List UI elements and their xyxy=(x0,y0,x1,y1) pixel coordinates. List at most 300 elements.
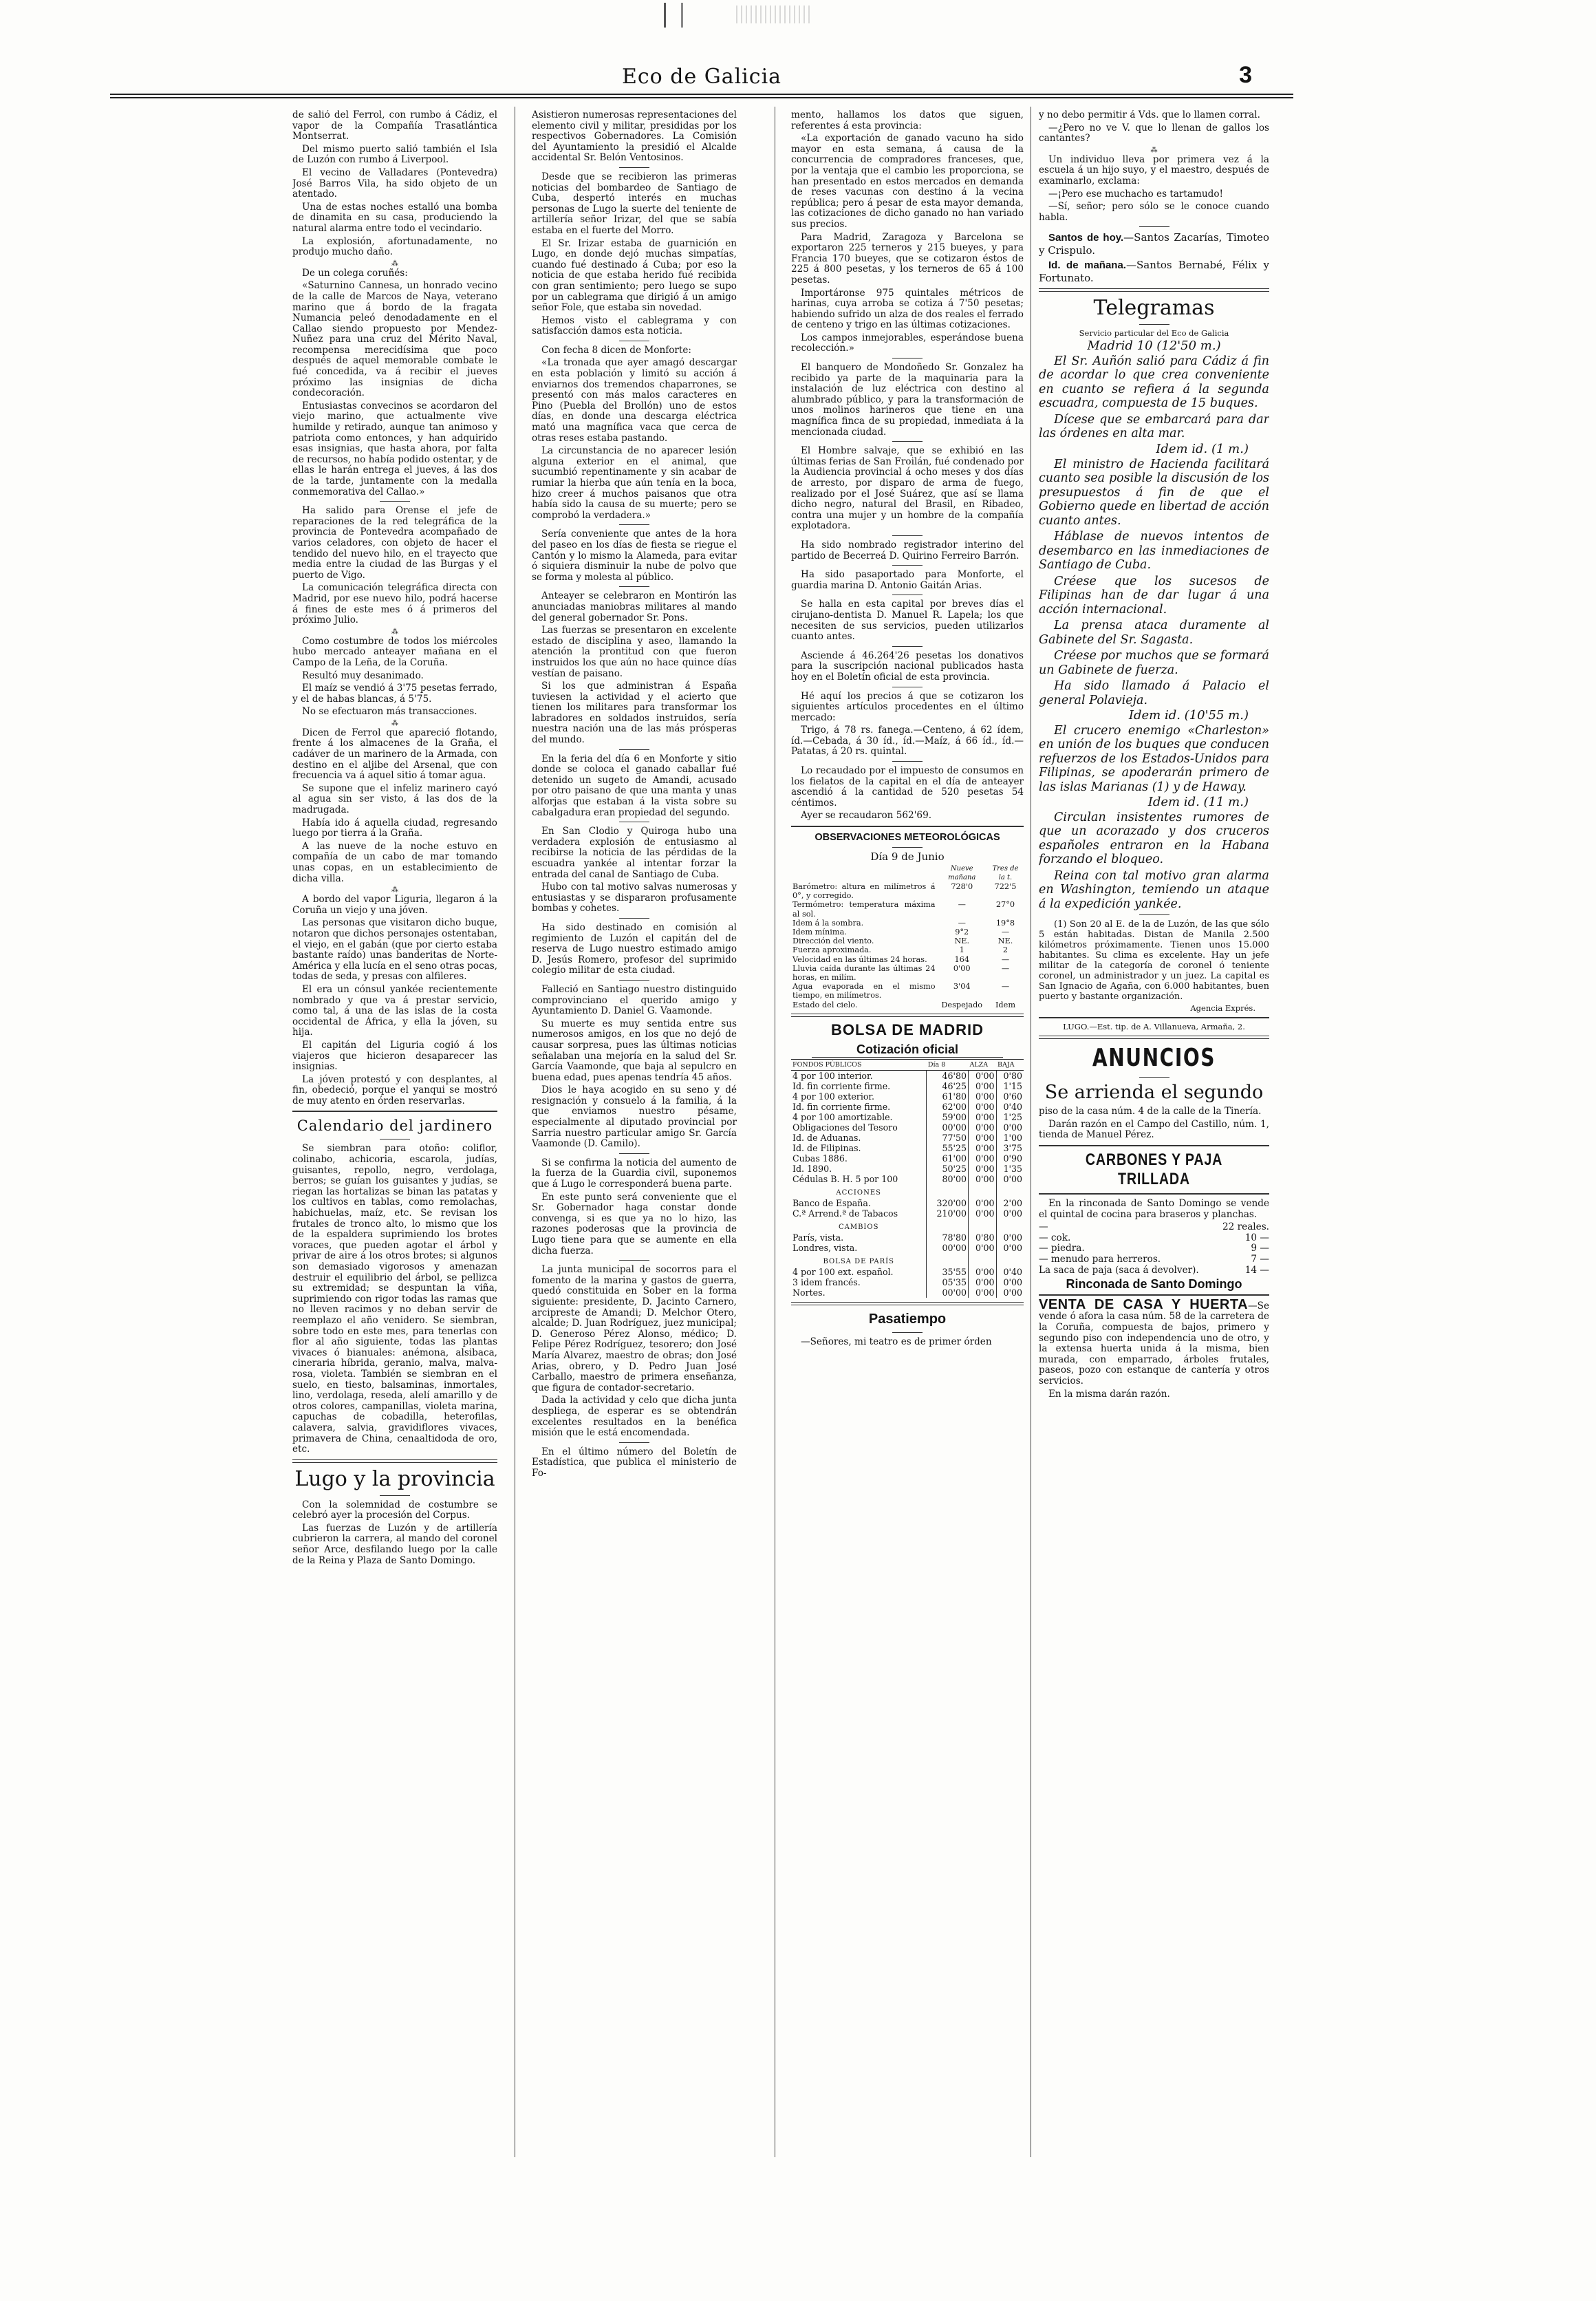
bolsa-baja: 0'60 xyxy=(996,1091,1024,1102)
bolsa-value: 55'25 xyxy=(927,1143,969,1153)
paragraph: No se efectuaron más transacciones. xyxy=(302,706,477,718)
paragraph: Las fuerzas se presentaron en excelente estado de disciplina y aseo, llamando la atención la prontitud con que fueron instruidos los que aún no hace quince días vestían de paisano. xyxy=(532,625,737,679)
bolsa-value: 77'50 xyxy=(927,1133,969,1143)
bolsa-alza: 0'00 xyxy=(968,1070,996,1081)
paragraph: de salió del Ferrol, con rumbo á Cádiz, el vapor de la Compañía Trasatlántica Montserrat. xyxy=(292,110,497,142)
paragraph: En San Clodio y Quiroga hubo una verdadera explosión de entusiasmo al recibirse la noticia de las pérdidas de la escuadra yankée al intentar forzar la entrada del canal de Santiago de Cuba. xyxy=(532,826,737,880)
bolsa-value: 59'00 xyxy=(927,1112,969,1122)
bolsa-row xyxy=(791,1198,1024,1208)
section-rule xyxy=(791,1302,1024,1305)
bolsa-group-row xyxy=(791,1253,1024,1267)
paragraph: Trigo, á 78 rs. fanega.—Centeno, á 62 ídem, íd.—Cebada, á 30 íd., íd.—Maíz, á 66 íd., íd.—Patatas, á 20 rs. quintal. xyxy=(791,725,1024,758)
price-value: 9 — xyxy=(1251,1243,1269,1254)
ad-text: Darán razón en el Campo del Castillo, núm. 1, tienda de Manuel Pérez. xyxy=(1039,1118,1269,1141)
price-label: La saca de paja (saca á devolver). xyxy=(1039,1264,1199,1276)
paragraph: Los campos inmejorables, esperándose buena recolección.» xyxy=(791,332,1024,354)
paragraph: —¿Pero no ve V. que lo llenan de gallos los cantantes? xyxy=(1039,122,1269,145)
bolsa-row xyxy=(791,1277,1024,1287)
bolsa-label: Nortes. xyxy=(792,1287,826,1298)
section-rule xyxy=(1039,1145,1269,1146)
paragraph: Con la solemnidad de costumbre se celebró ayer la procesión del Corpus. xyxy=(292,1499,497,1521)
paragraph: En el último número del Boletín de Estadística, que publica el ministerio de Fo- xyxy=(532,1446,737,1479)
weather-row xyxy=(791,945,1024,954)
bolsa-value: 00'00 xyxy=(927,1243,969,1253)
bolsa-label: Id. de Aduanas. xyxy=(792,1132,861,1143)
column-4 xyxy=(1039,110,1269,2174)
telegrams-block xyxy=(1039,341,1269,1013)
weather-value: — xyxy=(1001,928,1010,937)
price-item xyxy=(1039,1243,1269,1254)
paragraph: —Sí, señor; pero sólo se le conoce cuando habla. xyxy=(1039,201,1269,223)
weather-value: 722'5 xyxy=(994,882,1017,892)
telegrams-subheading: Servicio particular del Eco de Galicia xyxy=(1079,328,1229,339)
paragraph: Falleció en Santiago nuestro distinguido comprovinciano el querido amigo y Ayuntamiento D. Daniel G. Vaamonde. xyxy=(532,983,737,1017)
weather-row xyxy=(791,882,1024,900)
bolsa-group-label: BOLSA DE PARÍS xyxy=(823,1257,894,1265)
bolsa-label: Cubas 1886. xyxy=(792,1153,848,1164)
bolsa-value: 35'55 xyxy=(927,1267,969,1277)
weather-row xyxy=(791,928,1024,937)
ad-text: —Se vende ó afora la casa núm. 58 de la carretera de la Coruña, compuesta de bajos, primero y segundo piso con independencia uno de otro, y la extensa huerta unida á la misma, bien murada, con emparrado, árboles frutales, paseos, pozo con estanque de cantería y otros servicios. xyxy=(1039,1300,1269,1387)
weather-value: — xyxy=(958,900,966,910)
telegrams-heading: Telegramas xyxy=(1093,296,1215,321)
weather-heading: OBSERVACIONES METEOROLÓGICAS xyxy=(815,832,1000,844)
paragraph: El Sr. Irizar estaba de guarnición en Lugo, en donde dejó muchas simpatías, cuando fué destinado á Cuba; por eso la noticia de que estaba herido fué recibida con gran sentimiento; pero luego se supo por un cablegrama que dirigió á un amigo señor Fole, que estaba sin novedad. xyxy=(532,237,737,314)
paragraph: El vecino de Valladares (Pontevedra) José Barros Vila, ha sido objeto de un atentado. xyxy=(292,167,497,200)
newspaper-title: Eco de Galicia xyxy=(621,65,782,89)
price-label: — menudo para herreros. xyxy=(1039,1253,1161,1265)
weather-value: Despejado xyxy=(941,1000,983,1009)
bolsa-row xyxy=(791,1243,1024,1253)
bolsa-baja: 0'00 xyxy=(996,1122,1024,1133)
scan-noise xyxy=(736,6,812,23)
bolsa-col-header: ALZA xyxy=(968,1059,996,1070)
separator-rule xyxy=(619,586,649,587)
price-value: 14 — xyxy=(1244,1264,1269,1276)
saints-tomorrow xyxy=(1039,259,1269,284)
paragraph: Hemos visto el cablegrama y con satisfacción damos esta noticia. xyxy=(532,314,737,337)
weather-label: Idem mínima. xyxy=(792,928,847,937)
weather-row xyxy=(791,955,1024,964)
price-list xyxy=(1039,1222,1269,1276)
bolsa-alza: 0'00 xyxy=(968,1091,996,1102)
bolsa-alza: 0'00 xyxy=(968,1122,996,1133)
paragraph: El capitán del Liguria cogió á los viajeros que hicieron desaparecer las insignias. xyxy=(292,1039,497,1073)
separator-stars: ⁂ xyxy=(391,259,398,268)
bolsa-alza: 0'80 xyxy=(968,1232,996,1243)
paragraph: Sería conveniente que antes de la hora del paseo en los días de fiesta se riegue el Cantón y lo mismo la Alameda, para evitar ó siquiera disminuir la nube de polvo que se forma y molesta al público. xyxy=(532,528,737,583)
weather-label: Estado del cielo. xyxy=(792,1000,858,1009)
bolsa-row xyxy=(791,1267,1024,1277)
section-rule xyxy=(292,1459,497,1463)
telegram-paragraph: Circulan insistentes rumores de que un acorazado y dos cruceros españoles entraron en la Habana forzando el bloqueo. xyxy=(1039,810,1269,867)
telegram-paragraph: Dícese que se embarcará para dar las órdenes en alta mar. xyxy=(1039,412,1269,441)
separator-rule xyxy=(892,535,923,536)
bolsa-value: 00'00 xyxy=(927,1287,969,1298)
paragraph: «La tronada que ayer amagó descargar en esta población y limitó su acción á enviarnos dos tremendos chaparrones, se presentó con más malos caracteres en Pino (Puebla del Brollón) uno de estos días, en donde una descarga eléctrica mató una magnífica vaca que cerca de otras reses estaba pastando. xyxy=(532,357,737,444)
bolsa-group-row xyxy=(791,1184,1024,1198)
paragraph: Ha sido pasaportado para Monforte, el guardia marina D. Antonio Gaitán Arias. xyxy=(791,569,1024,591)
bolsa-baja: 0'80 xyxy=(996,1070,1024,1081)
separator-stars: ⁂ xyxy=(1150,146,1158,154)
paragraph: Las personas que visitaron dicho buque, notaron que dichos personajes ostentaban, el viejo, en el gabán (que por cierto estaba bastante raído) unas banderitas de Norte-América y ella lucía en el seno otras pocas, todas de seda, y presas con alfileres. xyxy=(292,917,497,983)
bolsa-label: Obligaciones del Tesoro xyxy=(792,1122,898,1133)
paragraph: Ayer se recaudaron 562'69. xyxy=(801,810,932,822)
ad-heading: Se arrienda el segundo xyxy=(1044,1082,1264,1104)
bolsa-table xyxy=(791,1059,1024,1298)
bolsa-value: 46'80 xyxy=(927,1070,969,1081)
paragraph: Dada la actividad y celo que dicha junta despliega, de esperar es se obtendrán excelentes resultados en la benéfica misión que le está encomendada. xyxy=(532,1395,737,1439)
weather-value: 19°8 xyxy=(995,918,1015,928)
telegram-dateline: Idem id. (11 m.) xyxy=(1147,795,1249,810)
paragraph: La jóven protestó y con desplantes, al fin, obedeció, porque el yanqui se mostró de muy atento en órden reservarlas. xyxy=(292,1073,497,1106)
section-rule xyxy=(1039,1294,1269,1296)
paragraph: Ha sido nombrado registrador interino del partido de Becerreá D. Quirino Ferreiro Barrón. xyxy=(791,539,1024,561)
price-value: 22 reales. xyxy=(1222,1221,1269,1233)
weather-row xyxy=(791,919,1024,928)
weather-col-header: Nueve mañana xyxy=(948,864,976,881)
bolsa-label: 3 idem francés. xyxy=(792,1276,861,1287)
paragraph: Anteayer se celebraron en Montirón las anunciadas maniobras militares al mando del general gobernador Sr. Pons. xyxy=(532,590,737,623)
price-value: 7 — xyxy=(1251,1253,1269,1265)
weather-value: Idem xyxy=(995,1000,1016,1009)
separator-rule xyxy=(892,646,923,647)
weather-value: 3'04 xyxy=(953,982,971,992)
price-item xyxy=(1039,1222,1269,1233)
paragraph: Se halla en esta capital por breves días el cirujano-dentista D. Manuel R. Lapela; los que necesiten de sus servicios, pueden utilizarlos cuanto antes. xyxy=(791,599,1024,643)
bolsa-label: Id. de Filipinas. xyxy=(792,1142,861,1153)
paragraph: Se supone que el infeliz marinero cayó al agua sin ser visto, á las dos de la madrugada. xyxy=(292,782,497,816)
bolsa-value: 62'00 xyxy=(927,1102,969,1112)
telegram-paragraph: Créese que los sucesos de Filipinas han de dar lugar á una acción internacional. xyxy=(1039,574,1269,617)
telegram-paragraph: Háblase de nuevos intentos de desembarco en las inmediaciones de Santiago de Cuba. xyxy=(1039,530,1269,572)
paragraph: Un individuo lleva por primera vez á la escuela á un hijo suyo, y el maestro, después de examinarlo, exclama: xyxy=(1039,153,1269,186)
bolsa-row xyxy=(791,1091,1024,1102)
bolsa-baja: 0'00 xyxy=(996,1277,1024,1287)
bolsa-value: 80'00 xyxy=(927,1174,969,1184)
bolsa-baja: 0'00 xyxy=(996,1232,1024,1243)
weather-date: Día 9 de Junio xyxy=(870,850,945,864)
separator-rule xyxy=(892,565,923,566)
price-item xyxy=(1039,1233,1269,1244)
bolsa-label: 4 por 100 interior. xyxy=(792,1070,873,1081)
bolsa-row xyxy=(791,1143,1024,1153)
scan-binding-mark xyxy=(664,3,683,28)
paragraph: Su muerte es muy sentida entre sus numerosos amigos, en los que no dejó de causar sorpresa, pues las últimas noticias señalaban una mejoría en la salud del Sr. García Vaamonde, que baja al sepulcro en buena edad, pues apenas tendría 45 años. xyxy=(532,1018,737,1083)
bolsa-label: Id. fin corriente firme. xyxy=(792,1080,891,1091)
bolsa-row xyxy=(791,1122,1024,1133)
bolsa-baja: 0'40 xyxy=(996,1102,1024,1112)
bolsa-alza: 0'00 xyxy=(968,1267,996,1277)
paragraph: Importáronse 975 quintales métricos de harinas, cuya arroba se cotiza á 7'50 pesetas; habiendo sufrido un alza de dos reales el ferrado de centeno y trigo en las últimas cotizaciones. xyxy=(791,287,1024,331)
ad-heading: CARBONES Y PAJA TRILLADA xyxy=(1085,1150,1223,1188)
paragraph: La circunstancia de no aparecer lesión alguna exterior en el animal, que sucumbió repentinamente y sin acabar de rumiar la hierba que aún tenía en la boca, hizo creer á muchos paisanos que otra había sido la causa de su muerte; pero se comprobó la verdadera.» xyxy=(532,445,737,521)
price-label: — xyxy=(1039,1221,1048,1233)
paragraph: Como costumbre de todos los miércoles hubo mercado anteayer mañana en el Campo de la Leña, de la Coruña. xyxy=(292,635,497,668)
bolsa-baja: 1'15 xyxy=(996,1081,1024,1091)
bolsa-row xyxy=(791,1133,1024,1143)
separator-rule xyxy=(1139,324,1169,325)
paragraph: El maíz se vendió á 3'75 pesetas ferrado, y el de habas blancas, á 5'75. xyxy=(292,683,497,705)
ad-heading: VENTA DE CASA Y HUERTA xyxy=(1039,1296,1249,1312)
paragraph: Dios le haya acogido en su seno y dé resignación y consuelo á la familia, á la que enviamos nuestro pésame, especialmente al diputado provincial por Sarria nuestro particular amigo Sr. García Vaamonde (D. Camilo). xyxy=(532,1084,737,1150)
bolsa-row xyxy=(791,1287,1024,1298)
bolsa-alza: 0'00 xyxy=(968,1174,996,1184)
bolsa-row xyxy=(791,1102,1024,1112)
paragraph: El era un cónsul yankée recientemente nombrado y que va á prestar servicio, como tal, á una de las islas de la costa occidental de África, y ella la jóven, su hija. xyxy=(292,983,497,1038)
bolsa-alza: 0'00 xyxy=(968,1143,996,1153)
weather-value: — xyxy=(1001,954,1010,964)
weather-value: NE. xyxy=(954,937,970,946)
telegram-dateline: Idem id. (10'55 m.) xyxy=(1128,708,1249,723)
bolsa-baja: 0'00 xyxy=(996,1174,1024,1184)
weather-row xyxy=(791,900,1024,918)
weather-value: 9°2 xyxy=(955,928,969,937)
bolsa-alza: 0'00 xyxy=(968,1198,996,1208)
paragraph: Para Madrid, Zaragoza y Barcelona se exportaron 225 terneros y 215 bueyes, y para Francia 170 bueyes, que se cotizaron éstos de 225 á 800 pesetas, y los terneros de 65 á 100 pesetas. xyxy=(791,231,1024,286)
paragraph: Había ido á aquella ciudad, regresando luego por tierra á la Graña. xyxy=(292,817,497,839)
paragraph: Asciende á 46.264'26 pesetas los donativos para la suscripción nacional publicados hasta hoy en el Boletín oficial de esta provincia. xyxy=(791,650,1024,683)
bolsa-value: 210'00 xyxy=(927,1208,969,1219)
paragraph: Ha salido para Orense el jefe de reparaciones de la red telegráfica de la provincia de Pontevedra acompañado de varios celadores, con objeto de hacer el tendido del nuevo hilo, en el trayecto que media entre la ciudad de las Burgas y el puerto de Vigo. xyxy=(292,505,497,581)
paragraph: Dicen de Ferrol que apareció flotando, frente á los almacenes de la Graña, el cadáver de un marinero de la Armada, con destino en el aljibe del Arsenal, que con frecuencia va á aquel sitio á tomar agua. xyxy=(292,727,497,782)
bolsa-group-label: CAMBIOS xyxy=(838,1223,879,1231)
bolsa-value: 320'00 xyxy=(927,1198,969,1208)
paragraph: A las nueve de la noche estuvo en compañía de un cabo de mar tomando unas copas, en un establecimiento de dicha villa. xyxy=(292,840,497,884)
bolsa-row xyxy=(791,1174,1024,1184)
bolsa-label: 4 por 100 ext. español. xyxy=(792,1266,894,1277)
column-1 xyxy=(292,110,497,2174)
separator-rule xyxy=(1139,226,1169,227)
price-label: — cok. xyxy=(1039,1232,1071,1243)
weather-table xyxy=(791,864,1024,1009)
section-rule xyxy=(791,1014,1024,1017)
agency-credit: Agencia Exprés. xyxy=(1190,1003,1255,1014)
ad-venta xyxy=(1039,1296,1269,1387)
paragraph: Desde que se recibieron las primeras noticias del bombardeo de Santiago de Cuba, despertó interés en muchas personas de Lugo la suerte del teniente de artillería señor Irizar, del que se sabía estaba en el fuerte del Morro. xyxy=(532,171,737,236)
paragraph: En este punto será conveniente que el Sr. Gobernador haga constar donde convenga, si es que ya no lo hizo, las razones poderosas que la provincia de Lugo tiene para que se aumente en ella dicha fuerza. xyxy=(532,1191,737,1256)
paragraph: Lo recaudado por el impuesto de consumos en los fielatos de la capital en el día de anteayer ascendió á la cantidad de 520 pesetas 54 céntimos. xyxy=(791,765,1024,809)
separator-rule xyxy=(892,761,923,762)
bolsa-value: 61'80 xyxy=(927,1091,969,1102)
separator-rule xyxy=(619,749,649,750)
weather-value: 2 xyxy=(1002,945,1009,955)
bolsa-alza: 0'00 xyxy=(968,1112,996,1122)
bolsa-value: 61'00 xyxy=(927,1153,969,1164)
paragraph: —¡Pero ese muchacho es tartamudo! xyxy=(1048,188,1223,200)
paragraph: Resultó muy desanimado. xyxy=(302,670,424,681)
bolsa-group-label: ACCIONES xyxy=(836,1188,881,1197)
weather-row xyxy=(791,1000,1024,1009)
bolsa-alza: 0'00 xyxy=(968,1153,996,1164)
weather-value: 1 xyxy=(959,945,964,955)
price-value: 10 — xyxy=(1244,1232,1269,1243)
separator-rule xyxy=(380,1495,410,1496)
ad-footer: Rinconada de Santo Domingo xyxy=(1066,1277,1242,1292)
bolsa-baja: 1'35 xyxy=(996,1164,1024,1174)
section-rule xyxy=(1039,1017,1269,1018)
separator-rule xyxy=(619,1260,649,1261)
paragraph: La comunicación telegráfica directa con Madrid, por ese nuevo hilo, podrá hacerse á fines de este mes ó á primeros del próximo Julio. xyxy=(292,582,497,626)
saints-text: —Santos Bernabé, Félix y Fortunato. xyxy=(1039,259,1269,285)
weather-value: 0'00 xyxy=(953,963,971,973)
bolsa-alza: 0'00 xyxy=(968,1243,996,1253)
bolsa-baja: 0'00 xyxy=(996,1208,1024,1219)
printer-imprint: LUGO.—Est. tip. de A. Villanueva, Armaña, 2. xyxy=(1063,1022,1245,1032)
weather-value: — xyxy=(1001,963,1010,973)
telegram-paragraph: La prensa ataca duramente al Gabinete del Sr. Sagasta. xyxy=(1039,619,1269,647)
telegram-dateline: Idem id. (1 m.) xyxy=(1156,441,1249,456)
telegram-paragraph: Reina con tal motivo gran alarma en Washington, temiendo un ataque á la expedición yankée. xyxy=(1039,868,1269,911)
bolsa-baja: 3'75 xyxy=(996,1143,1024,1153)
separator-rule xyxy=(892,441,923,442)
separator-rule xyxy=(619,1442,649,1443)
paragraph: Si se confirma la noticia del aumento de la fuerza de la Guardia civil, suponemos que á Lugo le corresponderá buena parte. xyxy=(532,1157,737,1190)
telegram-paragraph: Créese por muchos que se formará un Gabinete de fuerza. xyxy=(1039,649,1269,677)
separator-rule xyxy=(892,847,923,848)
bolsa-heading: BOLSA DE MADRID xyxy=(831,1020,984,1038)
separator-stars: ⁂ xyxy=(391,628,398,636)
bolsa-subheading: Cotización oficial xyxy=(812,1042,1003,1058)
bolsa-baja: 2'00 xyxy=(996,1198,1024,1208)
separator-rule xyxy=(619,524,649,525)
separator-rule xyxy=(380,501,410,502)
paragraph: Si los que administran á España tuviesen la actividad y el acierto que tienen los militares para transformar los labradores en soldados instruidos, sería nuestra nación una de las más prósperas del mundo. xyxy=(532,681,737,746)
column-3 xyxy=(791,110,1024,2174)
bolsa-value: 78'80 xyxy=(927,1232,969,1243)
separator-stars: ⁂ xyxy=(391,886,398,895)
ad-text: piso de la casa núm. 4 de la calle de la Tinería. xyxy=(1039,1106,1262,1117)
weather-value: 27°0 xyxy=(995,900,1015,910)
price-item xyxy=(1039,1254,1269,1265)
ad-text: En la misma darán razón. xyxy=(1048,1388,1170,1400)
weather-label: Idem á la sombra. xyxy=(792,918,864,928)
masthead-rule xyxy=(110,94,1293,98)
page-number: 3 xyxy=(1239,62,1252,88)
bolsa-alza: 0'00 xyxy=(968,1102,996,1112)
section-rule xyxy=(1039,288,1269,292)
paragraph: Entusiastas convecinos se acordaron del viejo marino, que actualmente vive humilde y retirado, aunque tan animoso y patriota como entonces, y han adquirido esas insignias, que hasta ahora, por falta de recursos, no había podido ostentar, y de ellas le harán entrega el jueves, á las dos de la tarde, juntamente con la medalla conmemorativa del Callao.» xyxy=(292,400,497,497)
paragraph: Hubo con tal motivo salvas numerosas y entusiastas y se dispararon profusamente bombas y cohetes. xyxy=(532,881,737,914)
paragraph: «Saturnino Cannesa, un honrado vecino de la calle de Marcos de Naya, veterano marino que á bordo de la fragata Numancia peleó denodadamente en el Callao siendo propuesto por Mendez-Nuñez para una cruz del Mérito Naval, recompensa merecidísima que poco después de aquel memorable combate le fué concedida, va á recibir el jueves próximo las insignias de dicha condecoración. xyxy=(292,280,497,399)
bolsa-value: 50'25 xyxy=(927,1164,969,1174)
bolsa-baja: 0'40 xyxy=(996,1267,1024,1277)
weather-label: Termómetro: temperatura máxima al sol. xyxy=(792,900,936,919)
saints-today xyxy=(1039,231,1269,257)
section-heading: Lugo y la provincia xyxy=(294,1466,495,1491)
section-rule xyxy=(292,1111,497,1112)
bolsa-baja: 0'90 xyxy=(996,1153,1024,1164)
bolsa-alza: 0'00 xyxy=(968,1277,996,1287)
column-2 xyxy=(532,110,737,2174)
paragraph: Ha sido destinado en comisión al regimiento de Luzón el capitán del de reserva de Lugo nuestro estimado amigo D. Jesús Romero, profesor del suprimido colegio militar de esta ciudad. xyxy=(532,921,737,976)
paragraph: A bordo del vapor Liguria, llegaron á la Coruña un viejo y una jóven. xyxy=(292,894,497,916)
section-heading: Calendario del jardinero xyxy=(296,1117,493,1135)
section-rule xyxy=(1039,1193,1269,1195)
saints-label: Id. de mañana. xyxy=(1048,259,1126,272)
section-rule xyxy=(791,826,1024,827)
bolsa-row xyxy=(791,1232,1024,1243)
bolsa-label: 4 por 100 amortizable. xyxy=(792,1111,893,1122)
telegram-paragraph: El crucero enemigo «Charleston» en unión de los buques que conducen refuerzos de los Estados-Unidos para Filipinas, se apoderarán primero de las islas Marianas (1) y de Haway. xyxy=(1039,723,1269,794)
ads-heading: ANUNCIOS xyxy=(1092,1044,1216,1073)
bolsa-value: 05'35 xyxy=(927,1277,969,1287)
bolsa-row xyxy=(791,1208,1024,1219)
bolsa-baja: 1'25 xyxy=(996,1112,1024,1122)
weather-label: Velocidad en las últimas 24 horas. xyxy=(792,954,927,964)
weather-col-header: Tres de la t. xyxy=(992,864,1019,881)
saints-label: Santos de hoy. xyxy=(1048,232,1124,244)
separator-rule xyxy=(619,167,649,168)
bolsa-value: 46'25 xyxy=(927,1081,969,1091)
telegram-footnote: (1) Son 20 al E. de la de Luzón, de las que sólo 5 están habitadas. Distan de Manila 2.500 kilómetros próximamente. Tienen unos 15.000 habitantes. Su clima es excelente. Hay un jefe militar de la categoría de coronel ó teniente coronel, un administrador y un juez. La capital es San Ignacio de Agaña, con 6.000 habitantes, buen puerto y bastante organización. xyxy=(1039,919,1269,1003)
weather-label: Agua evaporada en el mismo tiempo, en milímetros. xyxy=(792,982,936,1000)
bolsa-baja: 0'00 xyxy=(996,1243,1024,1253)
separator-rule xyxy=(1139,914,1169,915)
paragraph: Una de estas noches estalló una bomba de dinamita en su casa, produciendo la natural alarma entre todo el vecindario. xyxy=(292,201,497,234)
weather-value: NE. xyxy=(998,937,1013,946)
weather-row xyxy=(791,964,1024,982)
bolsa-baja: 1'00 xyxy=(996,1133,1024,1143)
paragraph: —Señores, mi teatro es de primer órden xyxy=(801,1336,992,1347)
paragraph: El banquero de Mondoñedo Sr. Gonzalez ha recibido ya parte de la maquinaria para la instalación de luz eléctrica con destino al alumbrado público, y para la transformación de unos molinos harineros que tiene en una magnífica finca de su propiedad, inmediata á la mencionada ciudad. xyxy=(791,362,1024,438)
weather-row xyxy=(791,937,1024,945)
bolsa-label: Id. fin corriente firme. xyxy=(792,1101,891,1112)
bolsa-alza: 0'00 xyxy=(968,1208,996,1219)
weather-label: Lluvia caída durante las últimas 24 horas, en milím. xyxy=(792,963,936,983)
telegram-paragraph: El ministro de Hacienda facilitará cuanto sea posible la discusión de los presupuestos á fin de que el Gobierno quede en libertad de acción cuanto antes. xyxy=(1039,457,1269,528)
weather-value: — xyxy=(958,918,966,928)
bolsa-label: Banco de España. xyxy=(792,1197,871,1208)
pasatiempo-heading: Pasatiempo xyxy=(868,1311,947,1327)
bolsa-group-row xyxy=(791,1219,1024,1232)
paragraph: Hé aquí los precios á que se cotizaron los siguientes artículos procedentes en el último mercado: xyxy=(791,690,1024,723)
paragraph: y no debo permitir á Vds. que lo llamen corral. xyxy=(1039,110,1260,120)
paragraph: La junta municipal de socorros para el fomento de la marina y gastos de guerra, quedó constituida en Sober en la forma siguiente: presidente, D. Jacinto Carnero, arcipreste de Amandi; D. Melchor Otero, alcalde; D. Juan Rodríguez, juez municipal; D. Generoso Pérez Alonso, médico; D. Felipe Pérez Rodríguez, tesorero; don José María Alvarez, maestro de obras; don José Arias, obrero, y D. Pedro Juan José Carballo, maestro de primera enseñanza, que figura de contador-secretario. xyxy=(532,1264,737,1393)
separator-rule xyxy=(619,918,649,919)
paragraph: En la feria del día 6 en Monforte y sitio donde se coloca el ganado caballar fué detenido un sugeto de Amandi, acusado por otro paisano de que una manta y unas alforjas que estaban á la vista sobre su cabalgadura eran propiedad del segundo. xyxy=(532,753,737,818)
separator-stars: ⁂ xyxy=(391,719,398,727)
bolsa-label: Londres, vista. xyxy=(792,1242,858,1253)
ad-text: En la rinconada de Santo Domingo se vende el quintal de cocina para braseros y planchas. xyxy=(1039,1198,1269,1220)
bolsa-row xyxy=(791,1153,1024,1164)
paragraph: Del mismo puerto salió también el Isla de Luzón con rumbo á Liverpool. xyxy=(292,143,497,166)
weather-value: 164 xyxy=(954,954,970,964)
weather-row xyxy=(791,982,1024,1000)
bolsa-row xyxy=(791,1164,1024,1174)
paragraph: mento, hallamos los datos que siguen, referentes á esta provincia: xyxy=(791,110,1024,131)
bolsa-value: 00'00 xyxy=(927,1122,969,1133)
bolsa-alza: 0'00 xyxy=(968,1164,996,1174)
price-label: — piedra. xyxy=(1039,1243,1085,1254)
bolsa-label: Id. 1890. xyxy=(792,1163,832,1174)
paragraph: Se siembran para otoño: coliflor, colinabo, achicoria, escarola, judías, guisantes, repollo, negro, verdolaga, berros; se guían los guisantes y judías, se riegan las hortalizas se binan las patatas y los cultivos en tablas, como remolachas, habichuelas, maíz, etc. Se revisan los frutales de tronco alto, lo mismo que los de la espaldera suprimiendo los brotes voraces, que pueden agotar el árbol y privar de aire á los otros brotes; si algunos son demasiado vigorosos y amenazan destruir el equilibrio del árbol, se pellizca su extremidad; se despuntan la viña, suprimiendo con rigor todas las ramas que no lleven racimos y no deban servir de reemplazo el año venidero. Se siembran, sobre todo en este mes, para tenerlas con flor al año siguiente, todas las plantas vivaces ó bianuales: anémona, alsibaca, cineraria híbrida, geranio, malva, malva-rosa, violeta. También se siembran en el suelo, en tiesto, balsaminas, inmortales, lino, verdolaga, reseda, alelí amarillo y de otros colores, campanillas, violeta marina, capuchas de cobadilla, heterofilas, calavera, salvia, gravidiflores vivaces, primavera de China, cenaaltidoda de oro, etc. xyxy=(292,1143,497,1455)
paragraph: El Hombre salvaje, que se exhibió en las últimas ferias de San Froilán, fué condenado por la Audiencia provincial á ocho meses y dos días de arresto, por disparo de arma de fuego, realizado por el José Suárez, que así se llama dicho negro, natural del Brasil, en Ribadeo, contra una mujer y un hombre de la compañía explotadora. xyxy=(791,445,1024,532)
section-rule xyxy=(1039,1036,1269,1039)
paragraph: De un colega coruñés: xyxy=(302,267,408,279)
saints-text: —Santos Zacarías, Timoteo y Crispulo. xyxy=(1039,231,1269,257)
telegram-dateline: Madrid 10 (12'50 m.) xyxy=(1087,339,1221,354)
separator-rule xyxy=(619,1153,649,1154)
bolsa-alza: 0'00 xyxy=(968,1133,996,1143)
paragraph: Con fecha 8 dicen de Monforte: xyxy=(541,344,692,356)
bolsa-label: 4 por 100 exterior. xyxy=(792,1091,875,1102)
paragraph: Asistieron numerosas representaciones del elemento civil y militar, presididas por los respectivos Gobernadores. La Comisión del Ayuntamiento la presidió el Alcalde accidental Sr. Belón Ventosinos. xyxy=(532,110,737,164)
weather-value: 728'0 xyxy=(951,882,973,892)
weather-value: — xyxy=(1001,982,1010,992)
paragraph: «La exportación de ganado vacuno ha sido mayor en esta semana, á causa de la concurrencia de compradores franceses, que, por la ventaja que el cambio les proporciona, se han presentado en estos mercados en demanda de reses vacunas con destino á la vecina república; pero á pesar de esta mayor demanda, las cotizaciones de dicho ganado no han variado sus precios. xyxy=(791,133,1024,230)
separator-rule xyxy=(619,980,649,981)
